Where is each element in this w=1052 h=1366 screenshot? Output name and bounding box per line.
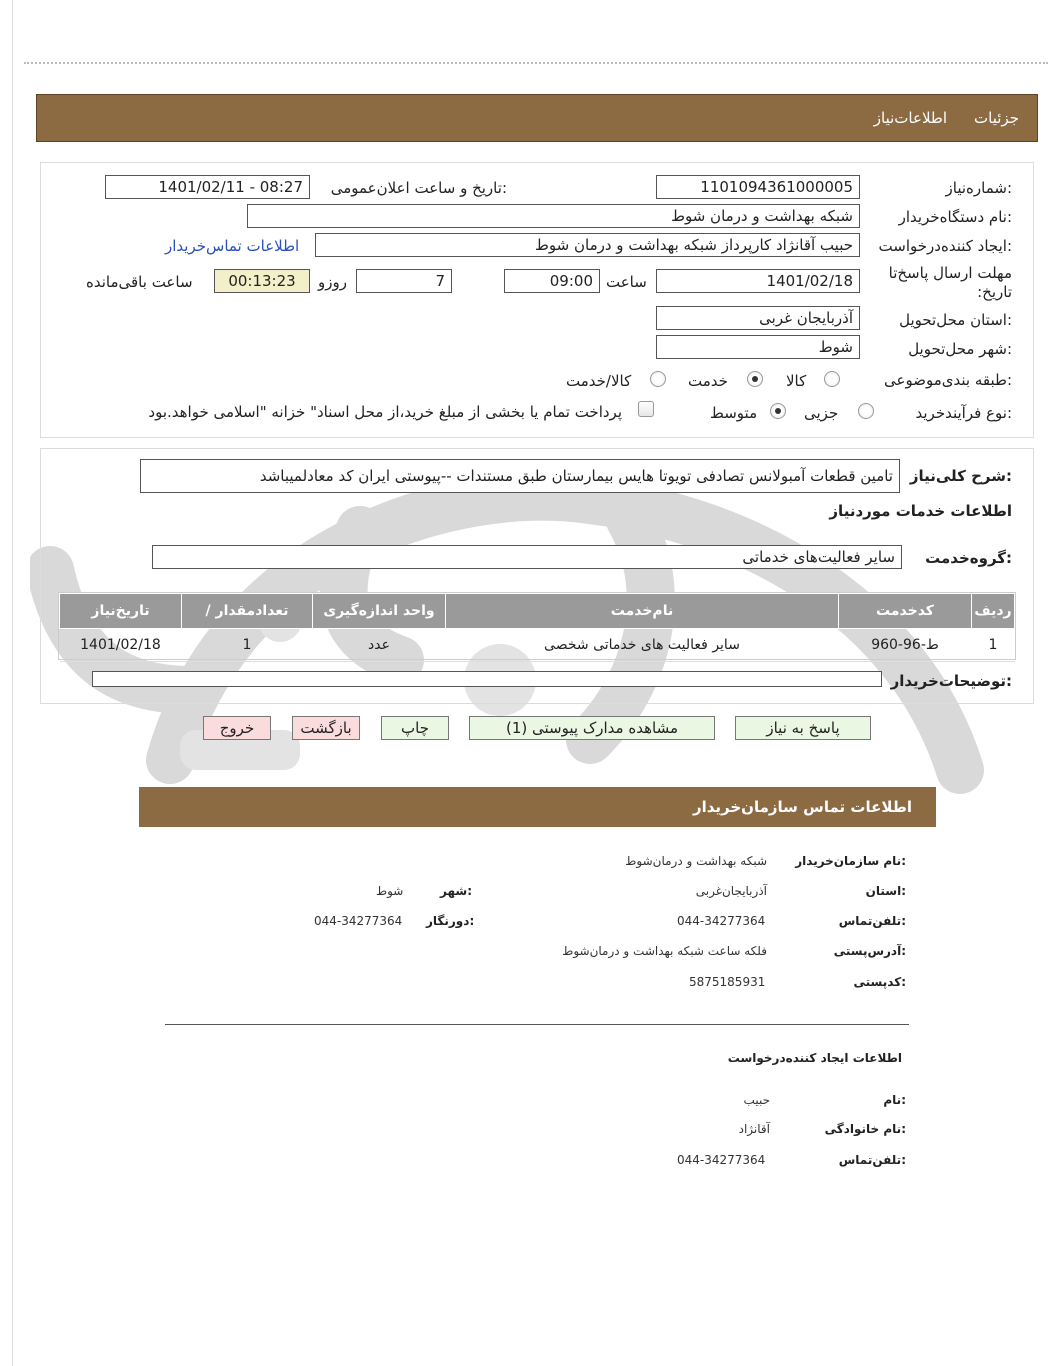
cell-service-name: سایر فعالیت های خدماتی شخصی — [446, 629, 839, 662]
services-title: اطلاعات خدمات موردنیاز — [829, 502, 1012, 520]
buyer-org-label: نام دستگاه‌خریدار: — [898, 208, 1012, 226]
category-radio-goods[interactable] — [824, 371, 840, 387]
view-docs-button[interactable]: مشاهده مدارک پیوستی (1) — [469, 716, 715, 740]
creator-field: حبیب آقانژاد کارپرداز شبکه بهداشت و درمان شوط — [315, 233, 860, 257]
deadline-time-field: 09:00 — [504, 269, 600, 293]
category-label: طبقه بندی‌موضوعی: — [884, 371, 1012, 389]
top-dotted-rule — [24, 62, 1048, 64]
cell-unit: عدد — [313, 629, 446, 662]
services-table — [59, 593, 1015, 662]
process-radio-medium[interactable] — [770, 403, 786, 419]
category-radio-goods-service[interactable] — [650, 371, 666, 387]
process-label: نوع فرآیند‌خرید: — [915, 404, 1012, 422]
category-radio-service[interactable] — [747, 371, 763, 387]
col-service-code: کدخدمت — [839, 594, 972, 629]
time-label: ساعت — [606, 273, 647, 291]
col-unit: واحد اندازه‌گیری — [313, 594, 446, 629]
table-header-row — [60, 594, 1015, 629]
group-field: سایر فعالیت‌های خدماتی — [152, 545, 902, 569]
col-service-name: نام‌خدمت — [446, 594, 839, 629]
contact-postal-value: 5875185931 — [689, 975, 766, 989]
payment-checkbox[interactable] — [638, 401, 654, 417]
col-need-date: تاریخ‌نیاز — [60, 594, 182, 629]
city-field: شوط — [656, 335, 860, 359]
cell-row-number: 1 — [972, 629, 1015, 662]
details-header-bar — [36, 94, 1038, 142]
contact-province-label: استان: — [865, 884, 906, 898]
tab-need-info[interactable]: اطلاعات‌نیاز — [873, 109, 947, 127]
contact-city-label: شهر: — [440, 884, 472, 898]
general-desc-field: تامین قطعات آمبولانس تصادفی تویوتا هایس بیمارستان طبق مستندات --پیوستی ایران کد معادلمیباشد — [140, 459, 900, 493]
remaining-label: ساعت باقی‌مانده — [86, 273, 193, 291]
contact-province-value: آذربایجان‌غربی — [695, 884, 767, 898]
payment-note: پرداخت تمام یا بخشی از مبلغ خرید،از محل اسناد" خزانه "اسلامی خواهد.بود — [148, 403, 622, 421]
contact-title: اطلاعات تماس سازمان‌خریدار — [692, 798, 912, 816]
creator-info-title: اطلاعات ایجاد کننده‌درخواست — [727, 1051, 902, 1065]
col-row-number: ردیف — [972, 594, 1015, 629]
contact-header-bar — [139, 787, 936, 827]
reply-button[interactable]: پاسخ به نیاز — [735, 716, 871, 740]
contact-postal-label: کدپستی: — [853, 975, 906, 989]
deadline-label: مهلت ارسال پاسخ‌تا تاریخ: — [888, 264, 1012, 301]
table-row — [60, 629, 1015, 662]
cell-need-date: 1401/02/18 — [60, 629, 182, 662]
creator-name-value: حبیب — [743, 1093, 770, 1107]
city-label: شهر محل‌تحویل: — [908, 340, 1012, 358]
category-option-service: خدمت — [688, 372, 728, 390]
buyer-contact-link[interactable]: اطلاعات تماس‌خریدار — [165, 237, 300, 255]
contact-fax-value: 044-34277364 — [314, 914, 403, 928]
need-number-field: 1101094361000005 — [656, 175, 860, 199]
creator-label: ایجاد کننده‌درخواست: — [878, 237, 1012, 255]
buyer-org-field: شبکه بهداشت و درمان شوط — [247, 204, 860, 228]
services-table-wrapper — [58, 592, 1016, 660]
creator-family-value: آقانژاد — [738, 1122, 770, 1136]
general-desc-label: شرح کلی‌نیاز: — [909, 467, 1012, 485]
announce-field: 1401/02/11 - 08:27 — [105, 175, 310, 199]
cell-quantity: 1 — [182, 629, 313, 662]
contact-fax-label: دورنگار: — [426, 914, 475, 928]
contact-phone-label: تلفن‌تماس: — [838, 914, 906, 928]
category-option-goods: کالا — [786, 372, 807, 390]
exit-button[interactable]: خروج — [203, 716, 271, 740]
contact-org-value: شبکه بهداشت و درمان‌شوط — [625, 854, 767, 868]
province-field: آذربایجان غربی — [656, 306, 860, 330]
tab-details[interactable]: جزئیات — [974, 109, 1019, 127]
contact-org-label: نام سازمان‌خریدار: — [795, 854, 906, 868]
category-option-goods-service: کالا/خدمت — [566, 372, 632, 390]
creator-phone-value: 044-34277364 — [677, 1153, 766, 1167]
need-number-label: شماره‌نیاز: — [945, 179, 1012, 197]
cell-service-code: ط-96-960 — [839, 629, 972, 662]
creator-family-label: نام خانوادگی: — [824, 1122, 906, 1136]
creator-phone-label: تلفن‌تماس: — [838, 1153, 906, 1167]
buyer-notes-field — [92, 671, 882, 687]
days-field: 7 — [356, 269, 452, 293]
days-label: روزو — [318, 273, 347, 291]
contact-address-value: فلکه ساعت شبکه بهداشت و درمان‌شوط — [562, 944, 767, 958]
process-option-minor: جزیی — [804, 404, 839, 422]
contact-address-label: آدرس‌پستی: — [833, 944, 906, 958]
deadline-date-field: 1401/02/18 — [656, 269, 860, 293]
contact-phone-value: 044-34277364 — [677, 914, 766, 928]
col-quantity: تعدادمقدار / — [182, 594, 313, 629]
announce-label: تاریخ و ساعت اعلان‌عمومی: — [330, 179, 507, 197]
process-radio-minor[interactable] — [858, 403, 874, 419]
buyer-notes-label: توضیحات‌خریدار: — [890, 672, 1012, 690]
contact-divider — [165, 1024, 909, 1025]
print-button[interactable]: چاپ — [381, 716, 449, 740]
province-label: استان محل‌تحویل: — [899, 311, 1012, 329]
contact-city-value: شوط — [376, 884, 404, 898]
group-label: گروه‌خدمت: — [925, 549, 1012, 567]
remaining-time-field: 00:13:23 — [214, 269, 310, 293]
back-button[interactable]: بازگشت — [292, 716, 360, 740]
left-border — [12, 0, 13, 1366]
process-option-medium: متوسط — [710, 404, 758, 422]
creator-name-label: نام: — [883, 1093, 906, 1107]
